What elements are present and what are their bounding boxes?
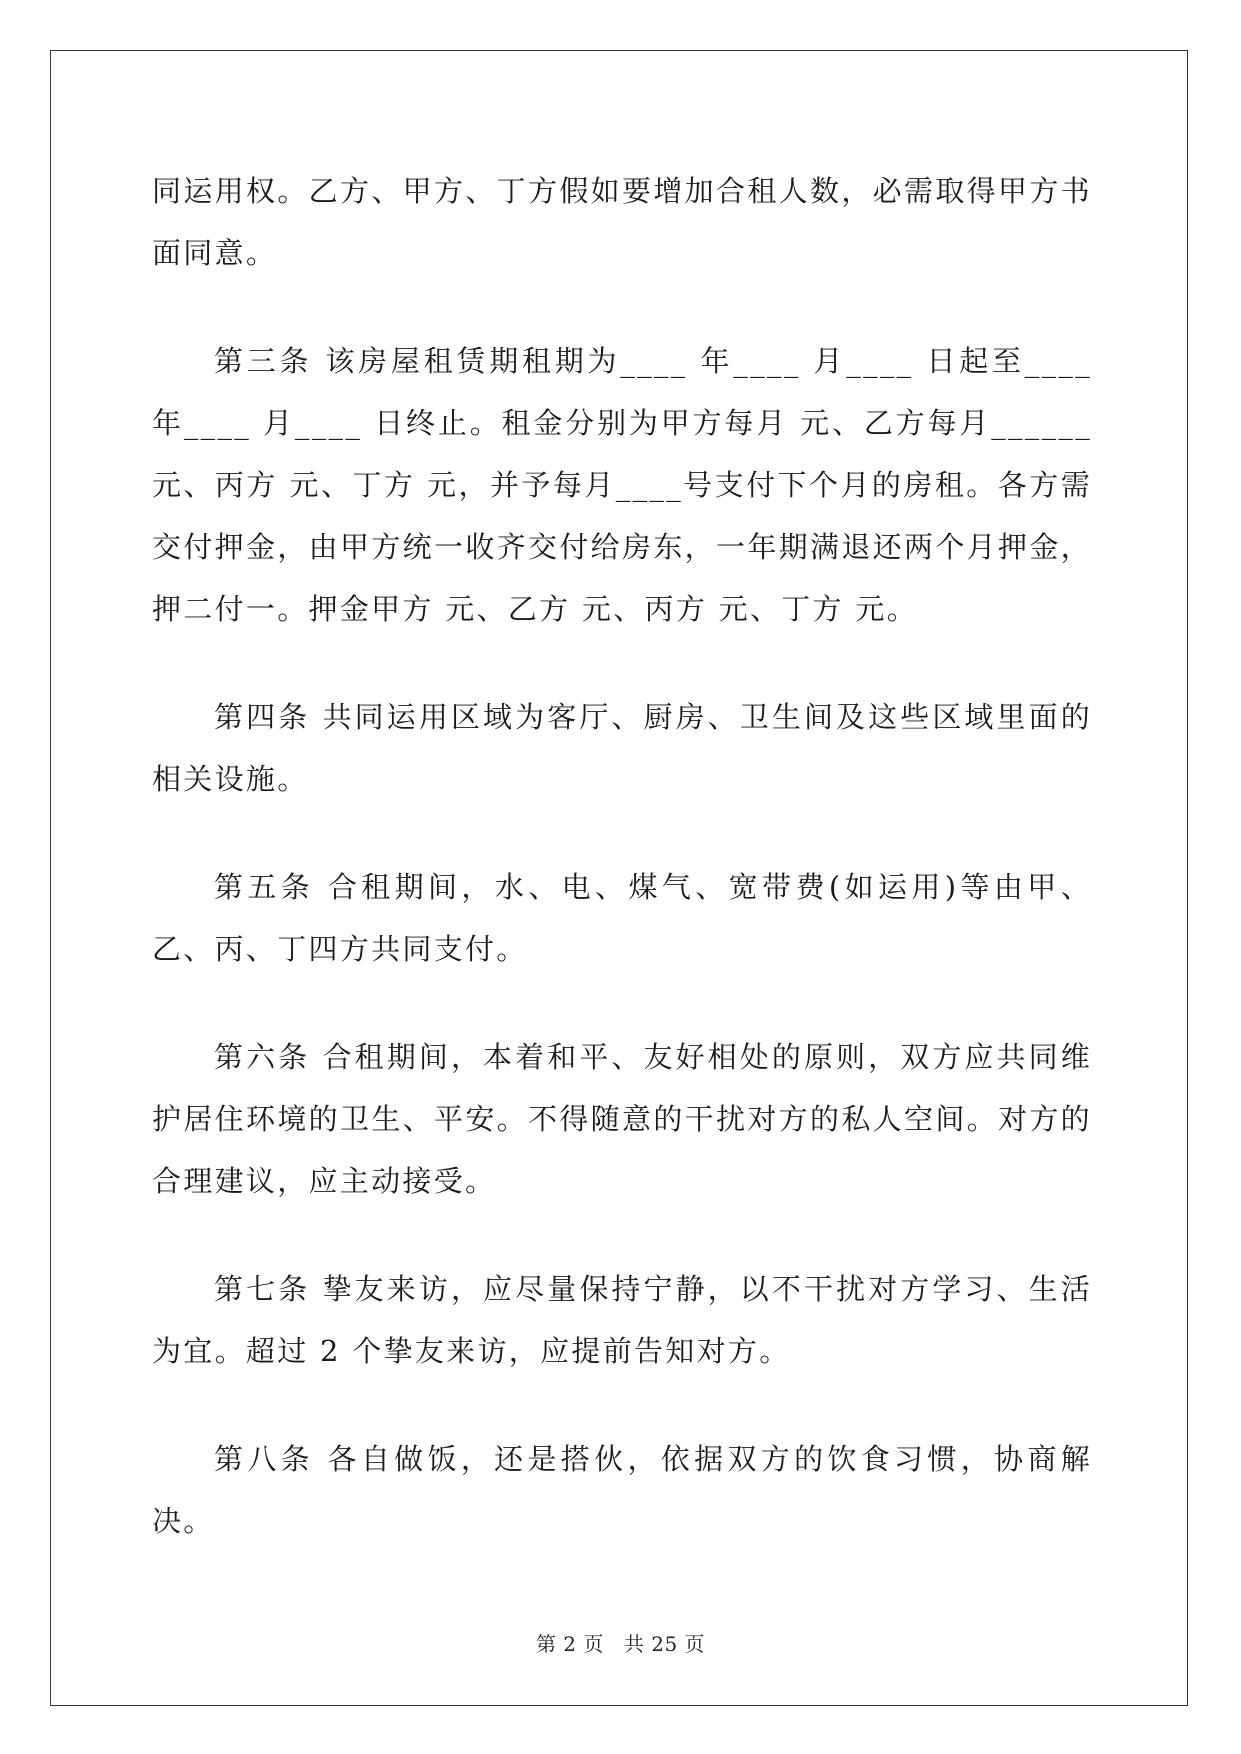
page-footer [0, 1628, 1241, 1657]
paragraph-continuation: 同运用权。乙方、甲方、丁方假如要增加合租人数，必需取得甲方书面同意。 [152, 174, 1092, 270]
document-body [152, 160, 1092, 1598]
paragraph-article-5: 第五条 合租期间，水、电、煤气、宽带费(如运用)等由甲、乙、丙、丁四方共同支付。 [152, 870, 1092, 966]
paragraph-article-4: 第四条 共同运用区域为客厅、厨房、卫生间及这些区域里面的相关设施。 [152, 700, 1092, 796]
paragraph-article-8: 第八条 各自做饭，还是搭伙，依据双方的饮食习惯，协商解决。 [152, 1442, 1092, 1538]
paragraph-article-6: 第六条 合租期间，本着和平、友好相处的原则，双方应共同维护居住环境的卫生、平安。不得随意的干扰对方的私人空间。对方的合理建议，应主动接受。 [152, 1040, 1092, 1198]
page-total: 共 25 页 [623, 1632, 706, 1656]
page-number: 第 2 页 [535, 1632, 604, 1656]
paragraph-article-7: 第七条 挚友来访，应尽量保持宁静，以不干扰对方学习、生活为宜。超过 2 个挚友来访，应提前告知对方。 [152, 1272, 1092, 1368]
paragraph-article-3: 第三条 该房屋租赁期租期为____ 年____ 月____ 日起至____年____ 月____ 日终止。租金分别为甲方每月 元、乙方每月______元、丙方 元、丁方 元，并予每月____号支付下个月的房租。各方需交付押金，由甲方统一收齐交付给房东，一年期满退还两个月押金，押二付一。押金甲方 元、乙方 元、丙方 元、丁方 元。 [152, 344, 1092, 626]
